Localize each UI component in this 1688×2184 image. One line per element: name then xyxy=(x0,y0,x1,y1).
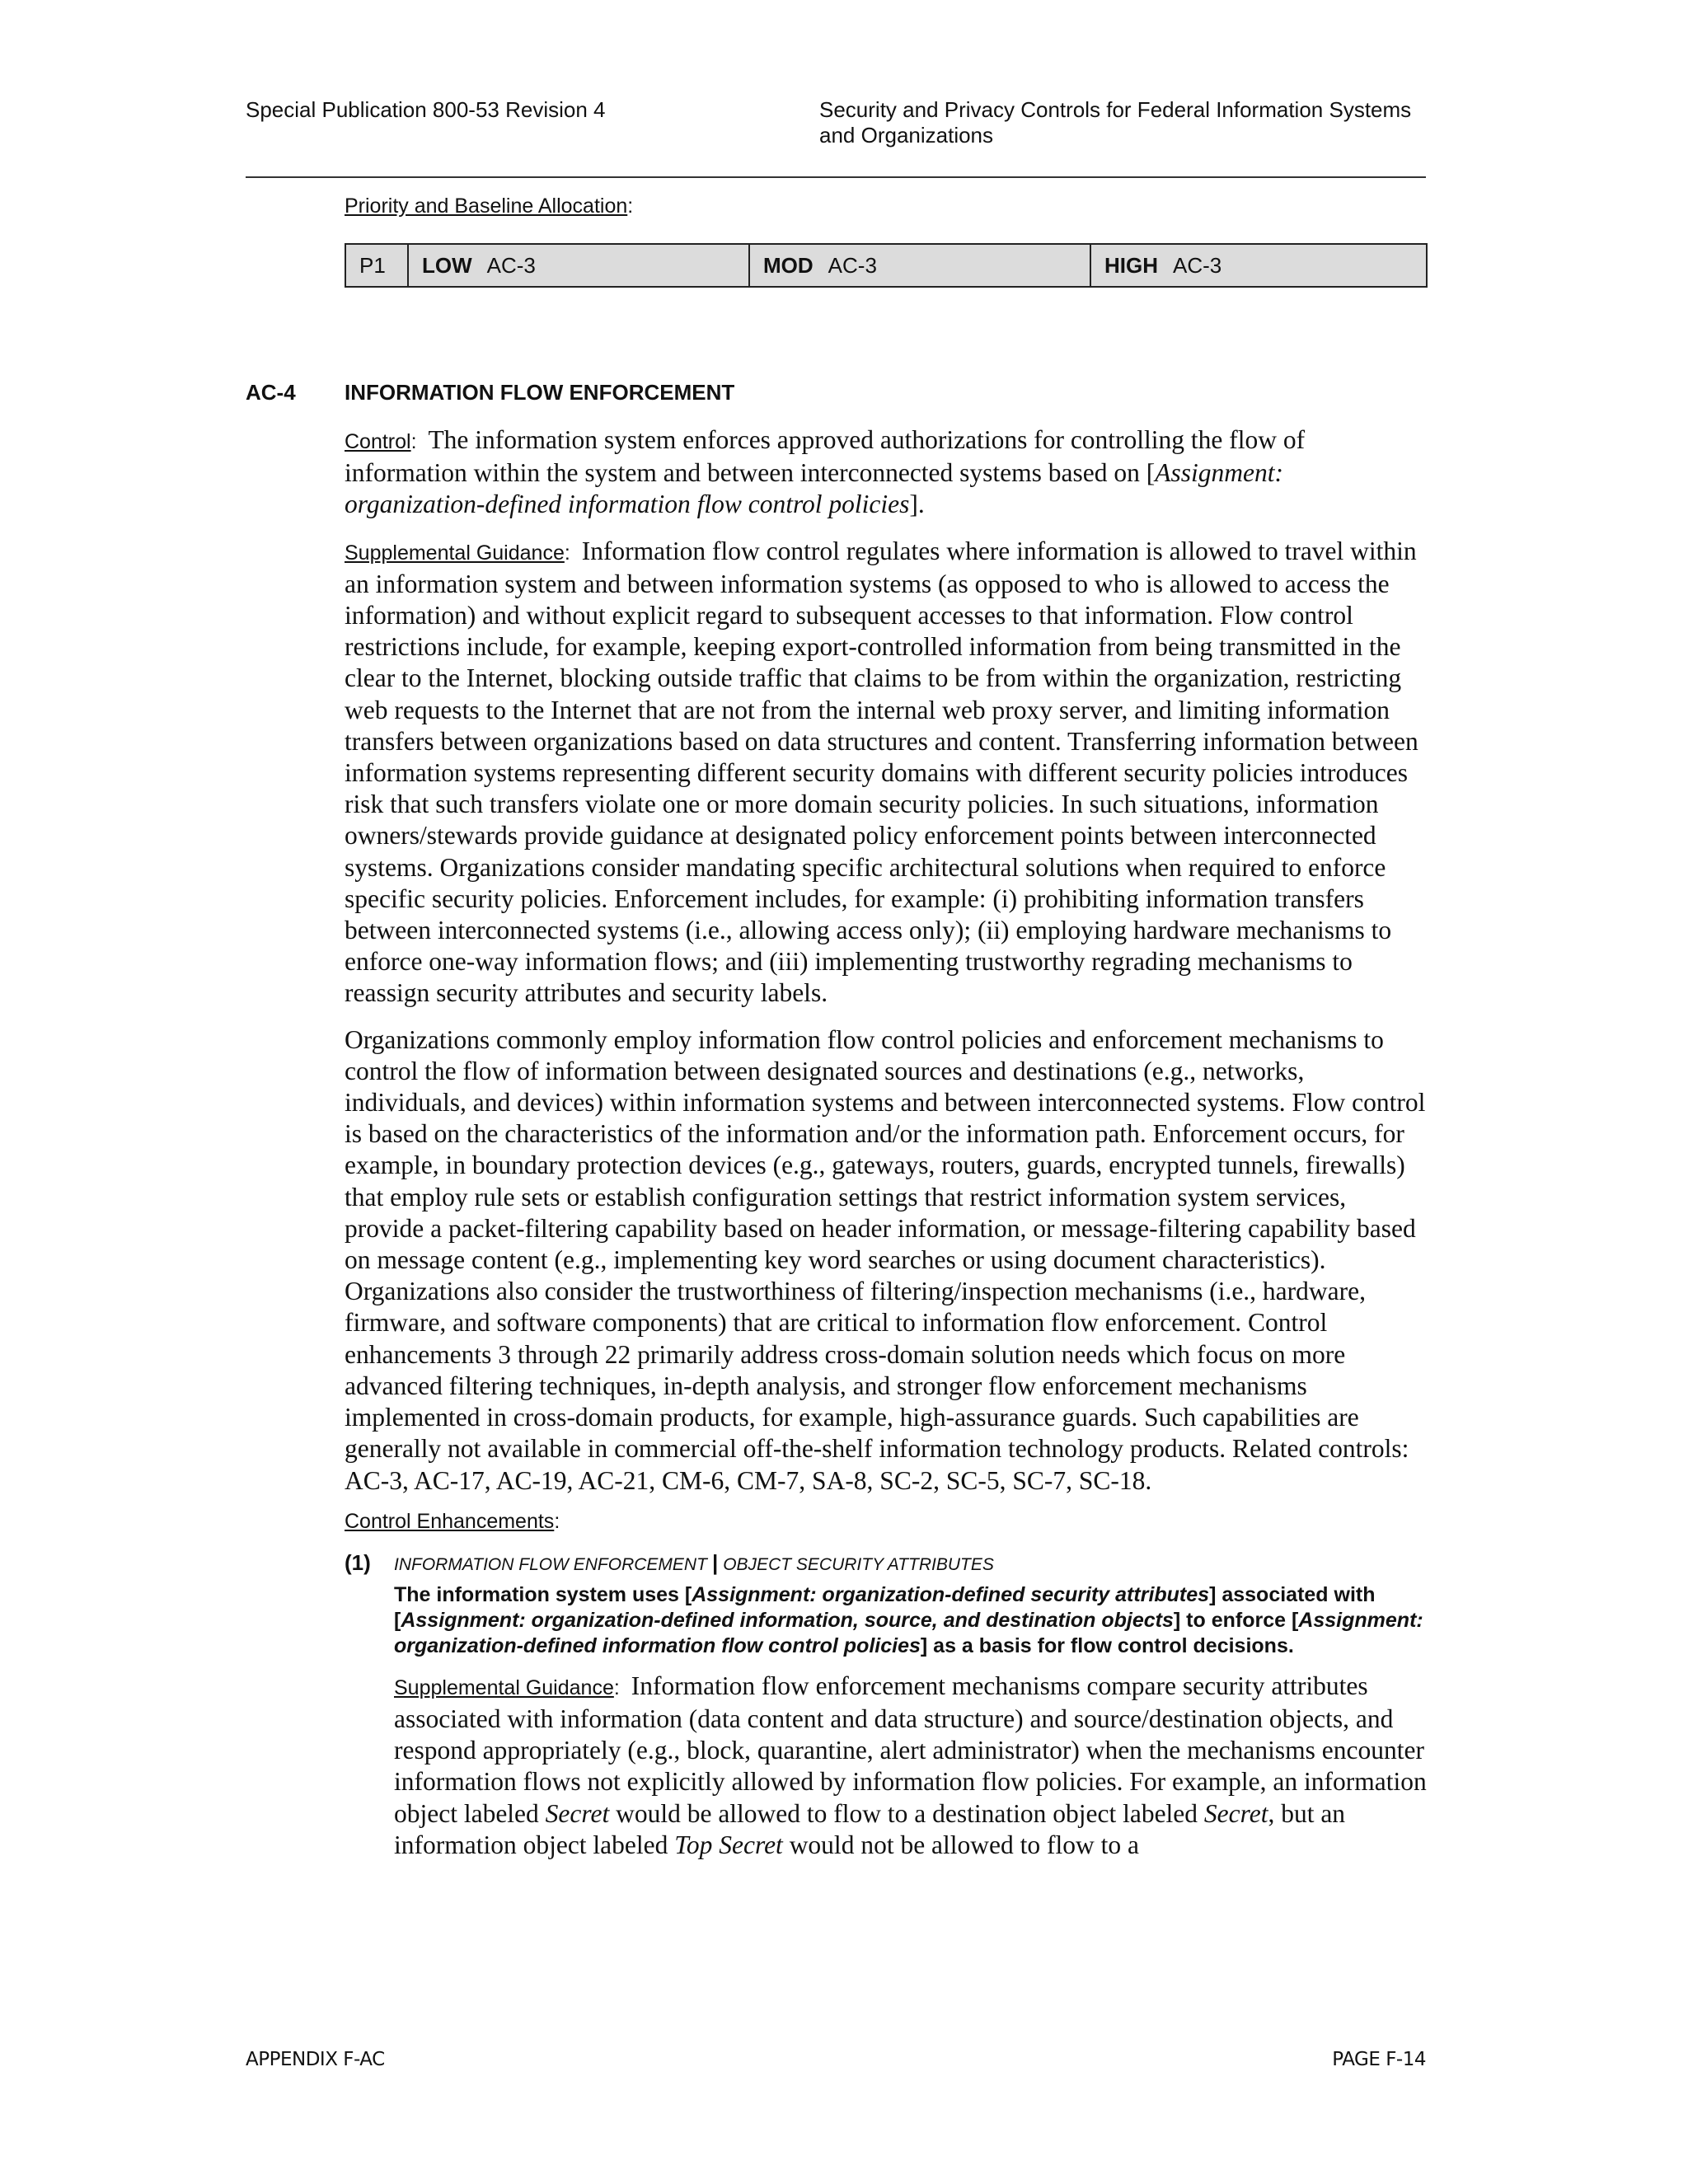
page-number: PAGE F-14 xyxy=(1332,2049,1426,2070)
enhancement-supplemental-guidance: Supplemental Guidance: Information flow enforcement mechanisms compare security attributes associated with information (data content and data structure) and source/destination objects, and respond appropriately (e.g., block, quarantine, alert administrator) when the mechanisms encounter information flows not explicitly allowed by information flow policies. For example, an information object labeled Secret would be allowed to flow to a destination object labeled Secret, but an information object labeled Top Secret would not be allowed to flow to a xyxy=(394,1671,1427,1859)
mod-cell: MOD AC-3 xyxy=(749,244,1090,287)
control-heading xyxy=(246,380,1428,410)
enhancement-1 xyxy=(345,1550,1428,1861)
control-enhancements-heading: Control Enhancements: xyxy=(345,1509,560,1533)
control-label: Control xyxy=(345,430,411,453)
publication-title: Special Publication 800-53 Revision 4 xyxy=(246,97,606,122)
enhancement-number: (1) xyxy=(345,1549,371,1575)
control-title: INFORMATION FLOW ENFORCEMENT xyxy=(345,380,735,405)
baseline-section: Priority and Baseline Allocation: P1 LOW AC-3 MOD AC-3 HIGH AC-3 xyxy=(345,194,1428,288)
control-assignment: Assignment: organization-defined information flow control policies xyxy=(345,458,1283,519)
page-content xyxy=(246,194,1428,1861)
low-cell: LOW AC-3 xyxy=(408,244,749,287)
control-statement: Control: The information system enforces approved authorizations for controlling the flow of information within the system and between interconnected systems based on [Assignment: organization-defined information flow control policies]. xyxy=(345,425,1306,519)
enhancement-title: INFORMATION FLOW ENFORCEMENT | OBJECT SECURITY ATTRIBUTES xyxy=(394,1549,994,1575)
baseline-row xyxy=(345,244,1427,287)
appendix-label: APPENDIX F-AC xyxy=(246,2049,385,2070)
page-footer xyxy=(246,2049,1426,2077)
control-body xyxy=(345,424,1428,1861)
supplemental-guidance: Supplemental Guidance: Information flow control regulates where information is allowed to travel within an information system and between information systems (as opposed to who is allowed to access the information) and without explicit regard to subsequent accesses to that information. Flow control restrictions include, for example, keeping export-controlled information from being transmitted in the clear to the Internet, blocking outside traffic that claims to be from within the organization, restricting web requests to the Internet that are not from the internal web proxy server, and limiting information transfers between organizations based on data structures and content. Transferring information between information systems representing different security domains with different security policies introduces risk that such transfers violate one or more domain security policies. In such situations, information owners/stewards provide guidance at designated policy enforcement points between interconnected systems. Organizations consider mandating specific architectural solutions when required to enforce specific security policies. Enforcement includes, for example: (i) prohibiting information transfers between interconnected systems (i.e., allowing access only); (ii) employing hardware mechanisms to enforce one-way information flows; and (iii) implementing trustworthy regrading mechanisms to reassign security attributes and security labels. xyxy=(345,536,1418,1008)
supplemental-guidance-continued: Organizations commonly employ information flow control policies and enforcement mechanisms to control the flow of information between designated sources and destinations (e.g., networks, individuals, and devices) within information systems and between interconnected systems. Flow control is based on the characteristics of the information and/or the information path. Enforcement occurs, for example, in boundary protection devices (e.g., gateways, routers, guards, encrypted tunnels, firewalls) that employ rule sets or establish configuration settings that restrict information system services, provide a packet-filtering capability based on header information, or message-filtering capability based on message content (e.g., implementing key word searches or using document characteristics). Organizations also consider the trustworthiness of filtering/inspection mechanisms (i.e., hardware, firmware, and software components) that are critical to information flow enforcement. Control enhancements 3 through 22 primarily address cross-domain solution needs which focus on more advanced filtering techniques, in-depth analysis, and stronger flow enforcement mechanisms implemented in cross-domain products, for example, high-assurance guards. Such capabilities are generally not available in commercial off-the-shelf information technology products. Related controls: AC-3, AC-17, AC-19, AC-21, CM-6, CM-7, SA-8, SC-2, SC-5, SC-7, SC-18. xyxy=(345,1024,1426,1495)
baseline-label: Priority and Baseline Allocation xyxy=(345,194,628,218)
priority-cell: P1 xyxy=(345,244,408,287)
enhancement-statement: The information system uses [Assignment: organization-defined security attributes] associated with [Assignment: organization-defined information, source, and destination objects] to enforce [Assignment: organization-defined information flow control policies] as a basis for flow control decisions. xyxy=(394,1582,1423,1657)
page-header xyxy=(246,97,1426,178)
supp-label: Supplemental Guidance xyxy=(345,541,565,565)
baseline-table xyxy=(345,243,1428,288)
high-cell: HIGH AC-3 xyxy=(1090,244,1427,287)
control-id: AC-4 xyxy=(246,380,296,405)
document-title: Security and Privacy Controls for Federal Information Systems and Organizations xyxy=(819,97,1412,148)
